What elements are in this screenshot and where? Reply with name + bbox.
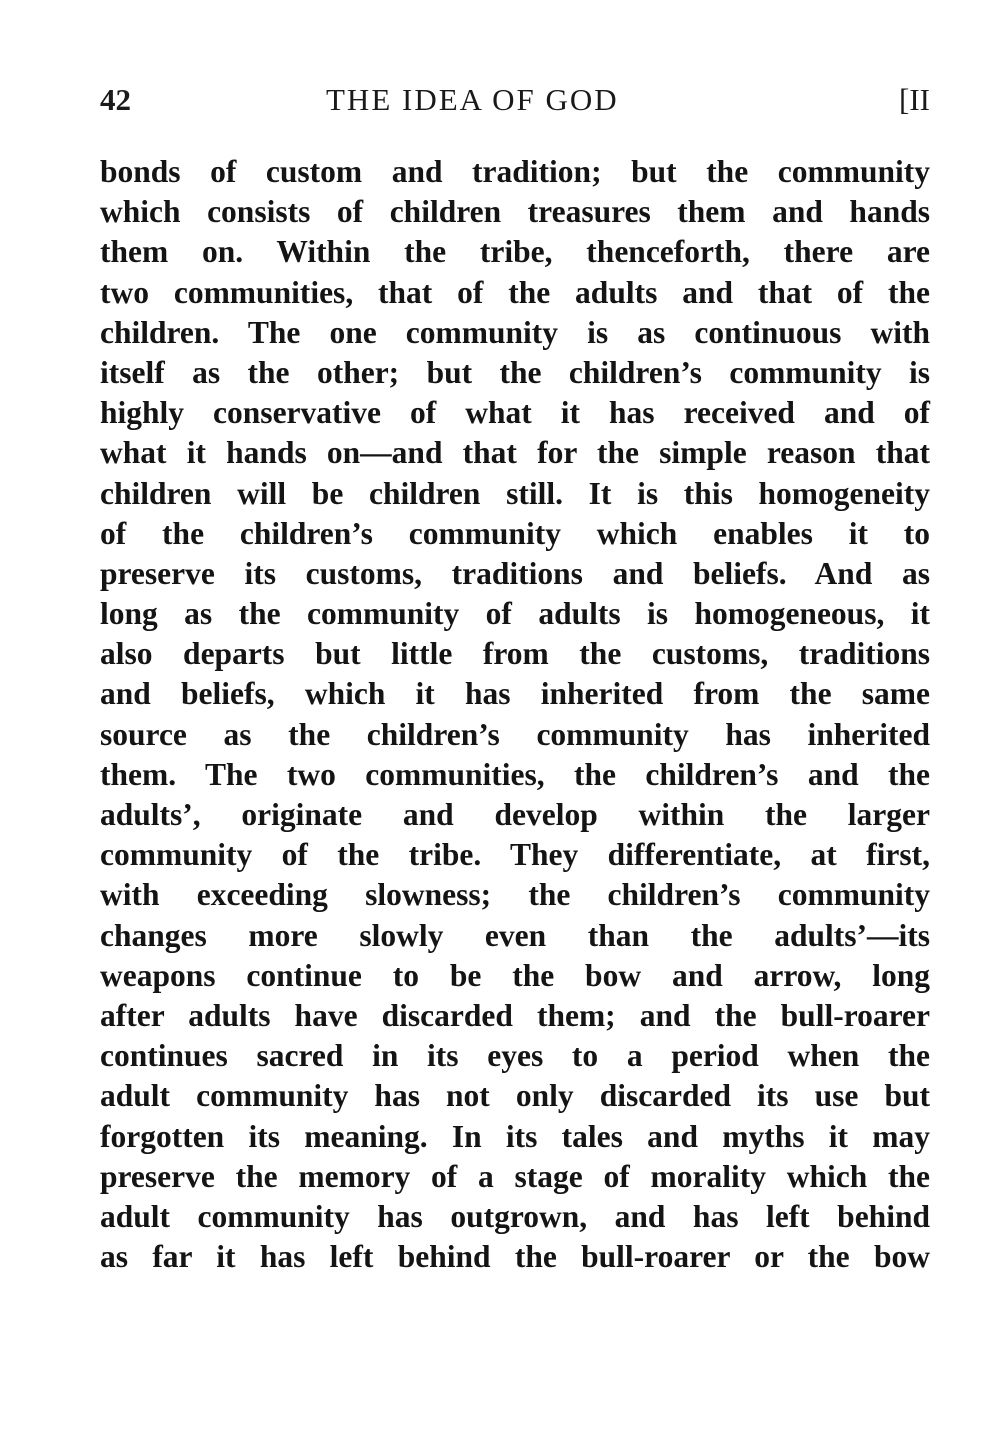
text-line: as far it has left behind the bull-roarer or the bow [100,1239,930,1275]
text-line: itself as the other; but the children’s community is [100,354,930,390]
page-number: 42 [100,82,131,117]
text-line: which consists of children treasures them and hands [100,194,930,230]
text-line: community of the tribe. They differentiate, at first, [100,837,930,873]
text-line: bonds of custom and tradition; but the community [100,154,930,189]
text-line: of the children’s community which enables it to [100,515,930,551]
text-line: preserve its customs, traditions and beliefs. And as [100,555,930,591]
text-line: adults’, originate and develop within the larger [100,797,930,832]
chapter-mark: [II [899,82,930,117]
text-line: them. The two communities, the children’s and the [100,756,930,792]
text-line: weapons continue to be the bow and arrow, long [100,957,930,993]
text-line: two communities, that of the adults and that of the [100,274,930,310]
text-line: forgotten its meaning. In its tales and myths it may [100,1118,930,1154]
text-line: also departs but little from the customs, traditions [100,636,930,672]
text-line: changes more slowly even than the adults’—its [100,917,930,953]
text-line: adult community has not only discarded its use but [100,1078,930,1114]
text-line: after adults have discarded them; and the bull-roarer [100,997,930,1033]
text-line: preserve the memory of a stage of morality which the [100,1158,930,1194]
running-title: THE IDEA OF GOD [326,82,619,117]
text-line: children. The one community is as continuous with [100,314,930,350]
body-paragraph [100,152,930,1277]
text-line: source as the children’s community has inherited [100,716,930,752]
text-line: them on. Within the tribe, thenceforth, there are [100,234,930,270]
text-line: with exceeding slowness; the children’s community [100,877,930,913]
text-line: long as the community of adults is homogeneous, it [100,596,930,632]
text-line: and beliefs, which it has inherited from the same [100,676,930,712]
text-line: what it hands on—and that for the simple reason that [100,435,930,471]
text-line: highly conservative of what it has received and of [100,395,930,431]
text-line: adult community has outgrown, and has left behind [100,1198,930,1234]
text-line: children will be children still. It is this homogeneity [100,475,930,511]
text-line: continues sacred in its eyes to a period when the [100,1038,930,1074]
running-header [100,82,930,126]
